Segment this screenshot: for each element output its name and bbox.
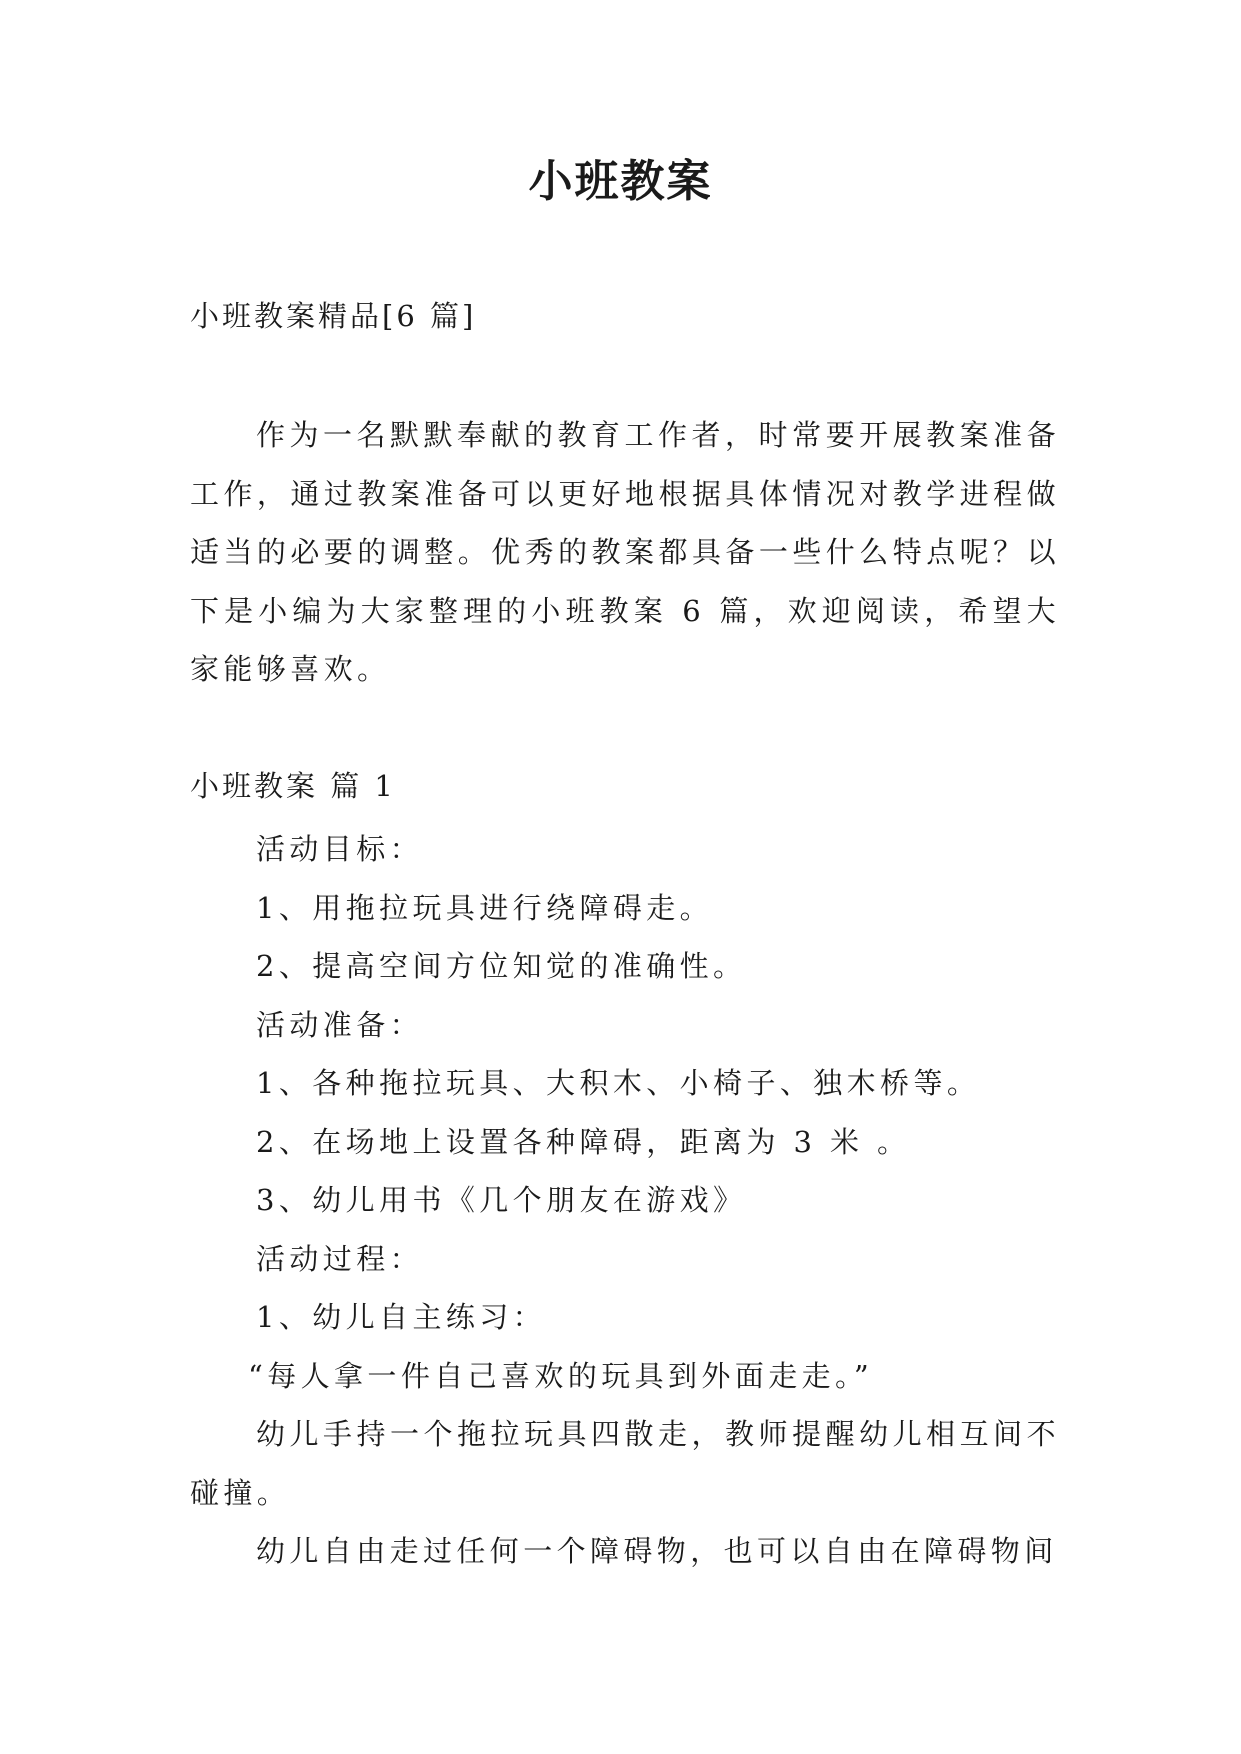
activity-process-heading: 活动过程：	[256, 1241, 424, 1276]
document-subtitle: 小班教案精品[6 篇]	[190, 299, 477, 333]
body-paragraph: 幼儿自由走过任何一个障碍物，也可以自由在障碍物间	[256, 1534, 1058, 1568]
list-item: 1、幼儿自主练习：	[256, 1300, 547, 1334]
section-body	[190, 820, 1060, 1581]
list-item: 2、在场地上设置各种障碍，距离为 3 米 。	[256, 1124, 911, 1159]
intro-paragraph: 作为一名默默奉献的教育工作者，时常要开展教案准备工作，通过教案准备可以更好地根据具体情况对教学进程做适当的必要的调整。优秀的教案都具备一些什么特点呢？以下是小编为大家整理的小班教案 6 篇，欢迎阅读，希望大家能够喜欢。	[190, 418, 1060, 686]
list-item: 1、各种拖拉玩具、大积木、小椅子、独木桥等。	[256, 1066, 981, 1100]
quote-line: “每人拿一件自己喜欢的玩具到外面走走。”	[248, 1358, 874, 1393]
document-title: 小班教案	[528, 156, 713, 207]
activity-prep-heading: 活动准备：	[256, 1007, 424, 1042]
section-heading: 小班教案 篇 1	[190, 769, 396, 803]
list-item: 2、提高空间方位知觉的准确性。	[256, 949, 747, 983]
list-item: 1、用拖拉玩具进行绕障碍走。	[256, 890, 714, 925]
body-paragraph: 幼儿手持一个拖拉玩具四散走，教师提醒幼儿相互间不碰撞。	[190, 1417, 1060, 1510]
activity-goal-heading: 活动目标：	[256, 832, 424, 866]
list-item: 3、幼儿用书《几个朋友在游戏》	[256, 1183, 747, 1217]
